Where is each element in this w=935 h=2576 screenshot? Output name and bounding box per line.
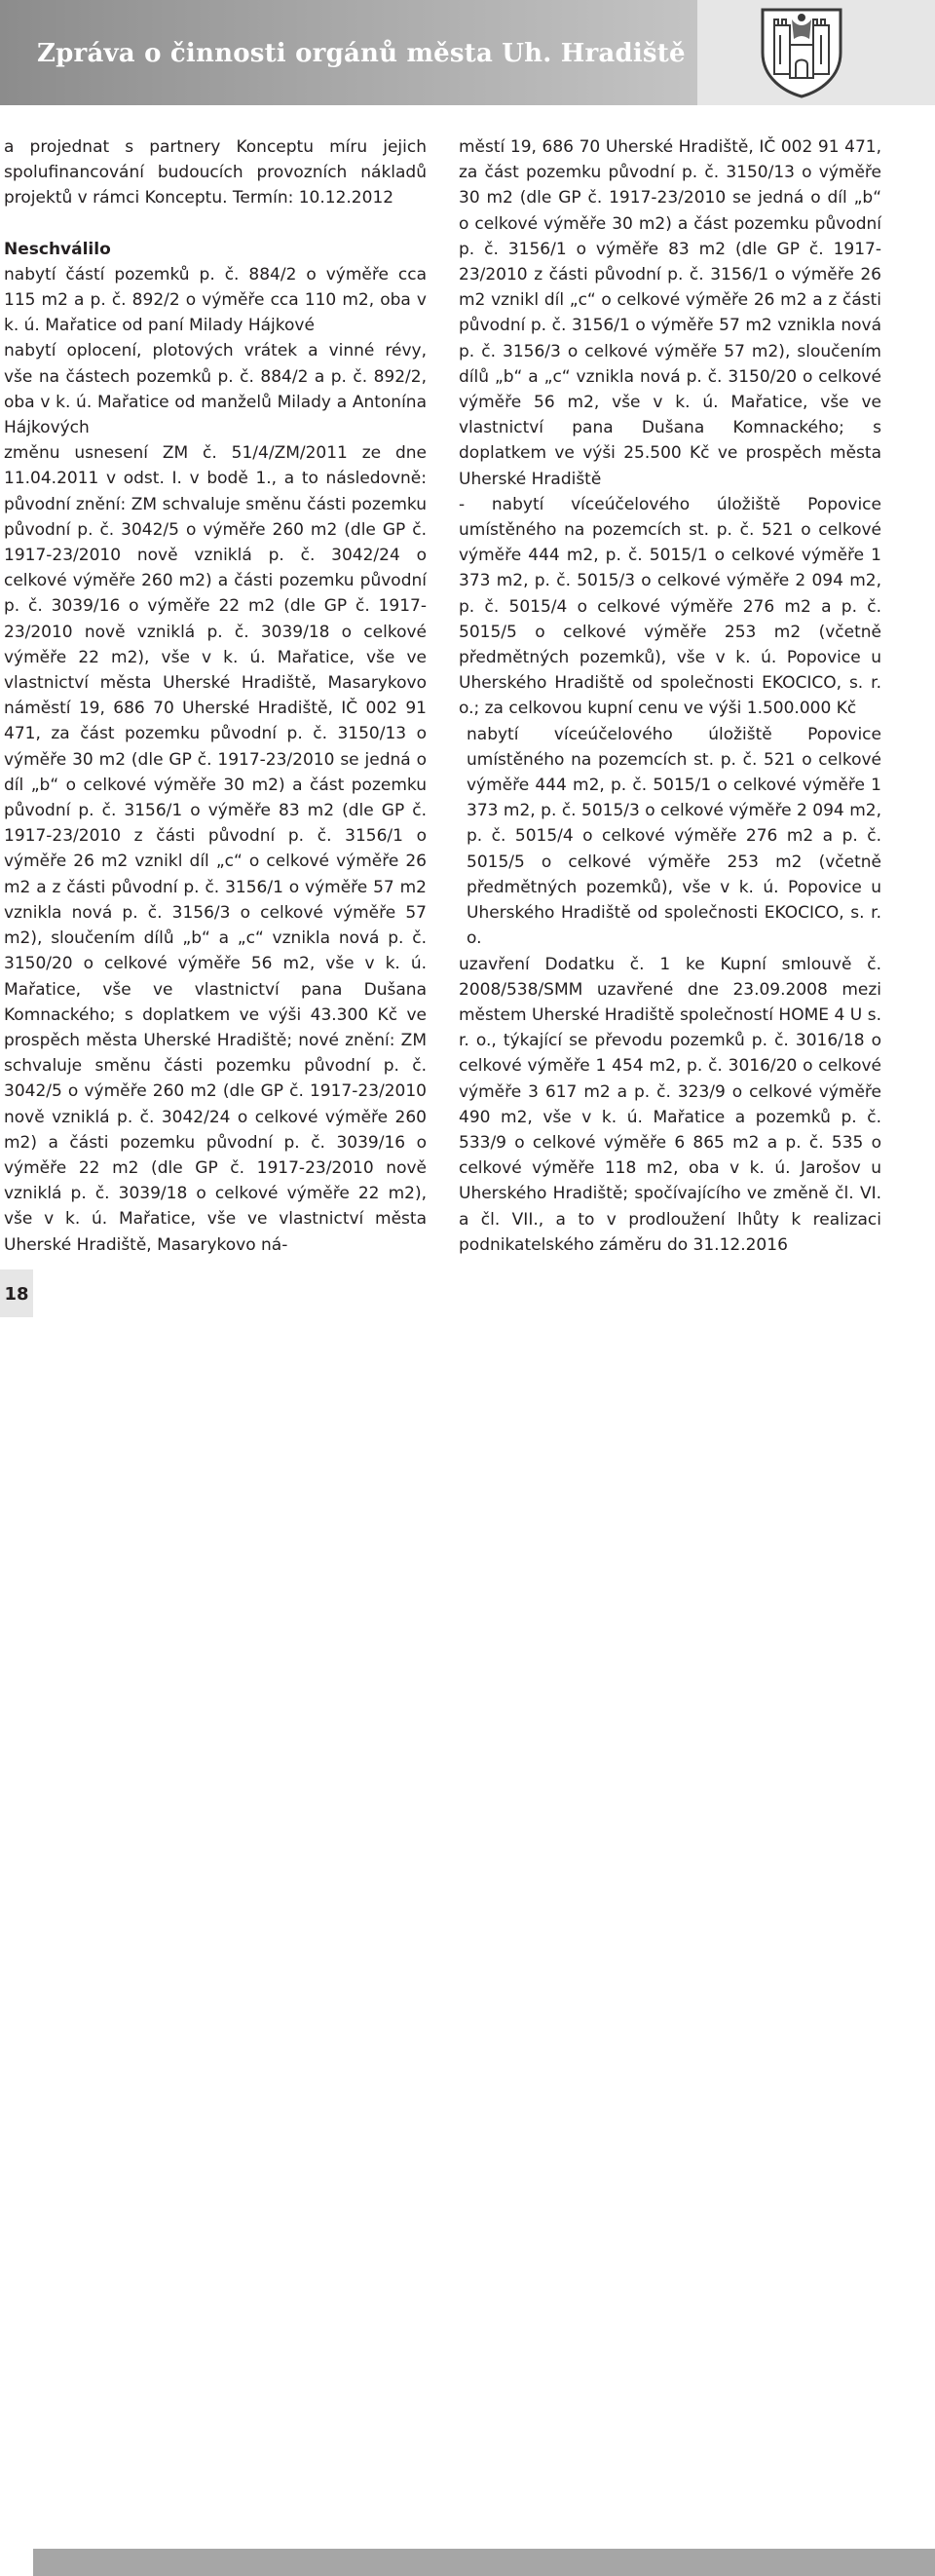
paragraph: uzavření Dodatku č. 1 ke Kupní smlouvě č. 2008/538/SMM uzavřené dne 23.09.2008 mezi městem Uherské Hradiště společností HOME 4 U s. r. o., týkající se převodu pozemků p. č. 3016/18 o celkové výměře 1 454 m2, p. č. 3016/20 o celkové výměře 3 617 m2 a p. č. 323/9 o celkové výměře 490 m2, vše v k. ú. Mařatice a pozemků p. č. 533/9 o celkové výměře 6 865 m2 a p. č. 535 o celkové výměře 118 m2, oba v k. ú. Jarošov u Uherského Hradiště; spočívajícího ve změně čl. VI. a čl. VII., a to v prodloužení lhůty k realizaci podnikatelského záměru do 31.12.2016 — [459, 954, 881, 1255]
right-column — [459, 134, 881, 1258]
paragraph-gap — [4, 211, 427, 237]
paragraph: nabytí částí pozemků p. č. 884/2 o výměře cca 115 m2 a p. č. 892/2 o výměře cca 110 m2, oba v k. ú. Mařatice od paní Milady Hájkové — [4, 264, 427, 336]
footer-band — [33, 2549, 935, 2576]
paragraph: - nabytí víceúčelového úložiště Popovice umístěného na pozemcích st. p. č. 521 o celkové výměře 444 m2, p. č. 5015/1 o celkové výměře 1 373 m2, p. č. 5015/3 o celkové výměře 2 094 m2, p. č. 5015/4 o celkové výměře 276 m2 a p. č. 5015/5 o celkové výměře 253 m2 (včetně předmětných pozemků), vše v k. ú. Popovice u Uherského Hradiště od společnosti EKOCICO, s. r. o.; za celkovou kupní cenu ve výši 1.500.000 Kč — [459, 494, 881, 719]
section-heading: Neschválilo — [4, 239, 111, 259]
page-number: 18 — [4, 1284, 29, 1305]
town-coat-of-arms-icon — [757, 6, 846, 99]
paragraph: změnu usnesení ZM č. 51/4/ZM/2011 ze dne 11.04.2011 v odst. I. v bodě 1., a to následovně: původní znění: ZM schvaluje směnu části pozemku původní p. č. 3042/5 o výměře 260 m2 (dle GP č. 1917-23/2010 nově vzniklá p. č. 3042/24 o celkové výměře 260 m2) a části pozemku původní p. č. 3039/16 o výměře 22 m2 (dle GP č. 1917-23/2010 nově vzniklá p. č. 3039/18 o celkové výměře 22 m2), vše v k. ú. Mařatice, vše ve vlastnictví města Uherské Hradiště, Masarykovo náměstí 19, 686 70 Uherské Hradiště, IČ 002 91 471, za část pozemku původní p. č. 3150/13 o výměře 30 m2 (dle GP č. 1917-23/2010 se jedná o díl „b“ o celkové výměře 30 m2) a část pozemku původní p. č. 3156/1 o výměře 83 m2 (dle GP č. 1917-23/2010 z části původní p. č. 3156/1 o výměře 26 m2 vznikl díl „c“ o celkové výměře 26 m2 a z části původní p. č. 3156/1 o výměře 57 m2 vznikla nová p. č. 3156/3 o celkové výměře 57 m2), sloučením dílů „b“ a „c“ vznikla nová p. č. 3150/20 o celkové výměře 56 m2, vše v k. ú. Mařatice, vše ve vlastnictví pana Dušana Komnackého; s doplatkem ve výši 43.300 Kč ve prospěch města Uherské Hradiště; nové znění: ZM schvaluje směnu části pozemku původní p. č. 3042/5 o výměře 260 m2 (dle GP č. 1917-23/2010 nově vzniklá p. č. 3042/24 o celkové výměře 260 m2) a části pozemku původní p. č. 3039/16 o výměře 22 m2 (dle GP č. 1917-23/2010 nově vzniklá p. č. 3039/18 o celkové výměře 22 m2), vše v k. ú. Mařatice, vše ve vlastnictví města Uherské Hradiště, Masarykovo ná- — [4, 443, 427, 1255]
left-column — [4, 134, 427, 1258]
paragraph: nabytí oplocení, plotových vrátek a vinné révy, vše na částech pozemků p. č. 884/2 a p. č. 892/2, oba v k. ú. Mařatice od manželů Milady a Antonína Hájkových — [4, 341, 427, 438]
page-footer — [0, 1269, 935, 1317]
paragraph: městí 19, 686 70 Uherské Hradiště, IČ 002 91 471, za část pozemku původní p. č. 3150/13 o výměře 30 m2 (dle GP č. 1917-23/2010 se jedná o díl „b“ o celkové výměře 30 m2) a část pozemku původní p. č. 3156/1 o výměře 83 m2 (dle GP č. 1917-23/2010 z části původní p. č. 3156/1 o výměře 26 m2 vznikl díl „c“ o celkové výměře 26 m2 a z části původní p. č. 3156/1 o výměře 57 m2 vznikla nová p. č. 3156/3 o celkové výměře 57 m2), sloučením dílů „b“ a „c“ vznikla nová p. č. 3150/20 o celkové výměře 56 m2, vše v k. ú. Mařatice, vše ve vlastnictví pana Dušana Komnackého; s doplatkem ve výši 25.500 Kč ve prospěch města Uherské Hradiště — [459, 137, 881, 489]
paragraph: nabytí víceúčelového úložiště Popovice umístěného na pozemcích st. p. č. 521 o celkové výměře 444 m2, p. č. 5015/1 o celkové výměře 1 373 m2, p. č. 5015/3 o celkové výměře 2 094 m2, p. č. 5015/4 o celkové výměře 276 m2 a p. č. 5015/5 o celkové výměře 253 m2 (včetně předmětných pozemků), vše v k. ú. Popovice u Uherského Hradiště od společnosti EKOCICO, s. r. o. — [467, 724, 881, 949]
header-title: Zpráva o činnosti orgánů města Uh. Hradiště — [37, 39, 686, 68]
page-header — [0, 0, 935, 105]
paragraph: a projednat s partnery Konceptu míru jejich spolufinancování budoucích provozních nákladů projektů v rámci Konceptu. Termín: 10.12.2012 — [4, 137, 427, 208]
